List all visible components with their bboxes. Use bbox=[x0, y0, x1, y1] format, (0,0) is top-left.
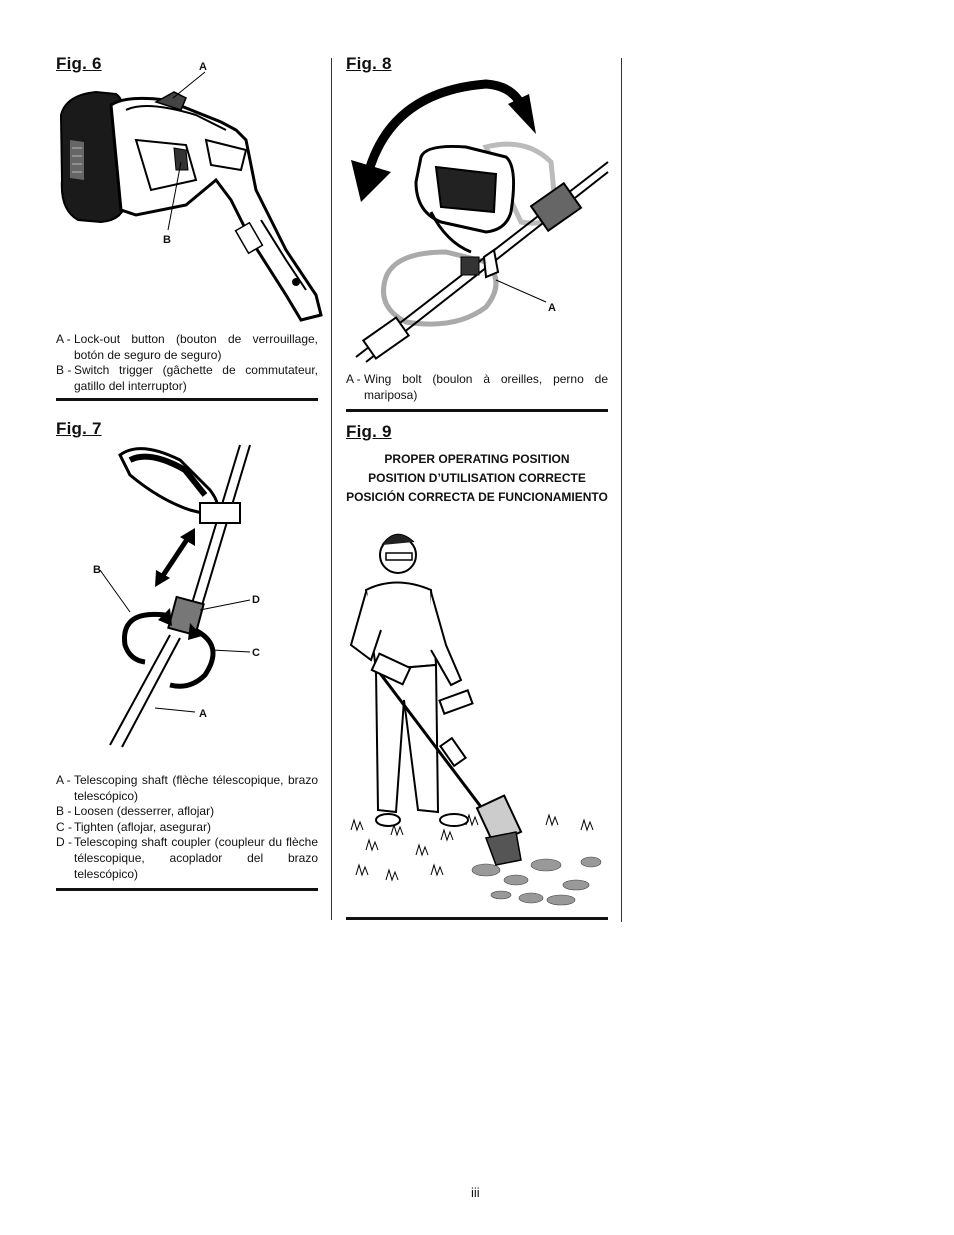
column-divider-right bbox=[621, 58, 622, 922]
fig7-callout-b: B bbox=[93, 564, 101, 576]
fig8-callout-a: A bbox=[548, 302, 556, 314]
fig9-bottom-rule bbox=[346, 917, 608, 920]
fig7-callout-a: A bbox=[199, 708, 207, 720]
fig9-title: Fig. 9 bbox=[346, 422, 392, 441]
fig7-legend-row-b: B - Loosen (desserrer, aflojar) bbox=[56, 804, 215, 819]
fig7-callout-d: D bbox=[252, 594, 260, 606]
fig9-caption bbox=[340, 450, 614, 507]
fig9-illustration bbox=[346, 520, 608, 910]
fig6-bottom-rule bbox=[56, 398, 318, 401]
fig7-bottom-rule bbox=[56, 888, 318, 891]
fig8-bottom-rule bbox=[346, 409, 608, 412]
fig6-legend-row-b: B - Switch trigger (gâchette de commutateur, gatillo del interruptor) bbox=[56, 363, 318, 393]
fig8-legend-row-a: A - Wing bolt (boulon à oreilles, perno de mariposa) bbox=[346, 372, 608, 402]
column-divider-middle bbox=[331, 58, 332, 920]
fig7-legend-row-d: D - Telescoping shaft coupler (coupleur du flèche télescopique, acoplador del brazo telescópico) bbox=[56, 835, 318, 881]
fig6-title: Fig. 6 bbox=[56, 54, 102, 73]
fig7-title: Fig. 7 bbox=[56, 419, 102, 438]
fig9-caption-en: PROPER OPERATING POSITION bbox=[384, 452, 570, 466]
fig6-legend bbox=[56, 332, 318, 394]
fig7-callout-c: C bbox=[252, 647, 260, 659]
fig8-title: Fig. 8 bbox=[346, 54, 392, 73]
fig6-callout-b: B bbox=[163, 234, 171, 246]
fig8-legend bbox=[346, 372, 608, 403]
fig7-illustration bbox=[100, 440, 300, 750]
fig7-legend bbox=[56, 773, 318, 882]
fig6-callout-a: A bbox=[199, 61, 207, 73]
fig7-legend-row-a: A - Telescoping shaft (flèche télescopique, brazo telescópico) bbox=[56, 773, 318, 803]
fig9-caption-es: POSICIÓN CORRECTA DE FUNCIONAMIENTO bbox=[346, 490, 608, 504]
fig9-caption-fr: POSITION D’UTILISATION CORRECTE bbox=[368, 471, 586, 485]
fig8-illustration bbox=[346, 72, 608, 362]
fig6-legend-row-a: A - Lock-out button (bouton de verrouillage, botón de seguro de seguro) bbox=[56, 332, 318, 362]
fig6-illustration bbox=[56, 70, 326, 330]
fig7-legend-row-c: C - Tighten (aflojar, asegurar) bbox=[56, 819, 211, 834]
page-number: iii bbox=[471, 1185, 480, 1200]
